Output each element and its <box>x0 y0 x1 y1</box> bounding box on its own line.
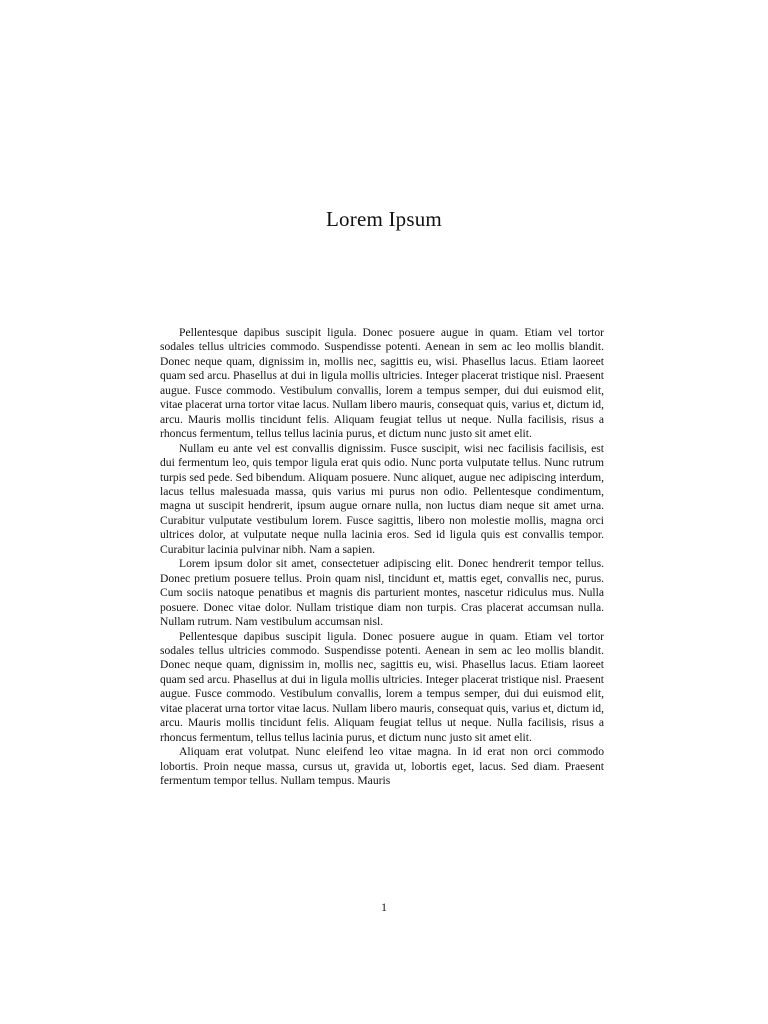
body-text <box>160 326 604 789</box>
page-number: 1 <box>381 901 387 914</box>
paragraph: Aliquam erat volutpat. Nunc eleifend leo vitae magna. In id erat non orci commodo lobortis. Proin neque massa, cursus ut, gravida ut, lobortis eget, lacus. Sed diam. Praesent fermentum tempor tellus. Nullam tempus. Mauris <box>160 745 604 788</box>
document-title: Lorem Ipsum <box>326 207 442 231</box>
paragraph: Pellentesque dapibus suscipit ligula. Donec posuere augue in quam. Etiam vel tortor sodales tellus ultricies commodo. Suspendisse potenti. Aenean in sem ac leo mollis blandit. Donec neque quam, dignissim in, mollis nec, sagittis eu, wisi. Phasellus lacus. Etiam laoreet quam sed arcu. Phasellus at dui in ligula mollis ultricies. Integer placerat tristique nisl. Praesent augue. Fusce commodo. Vestibulum convallis, lorem a tempus semper, dui dui euismod elit, vitae placerat urna tortor vitae lacus. Nullam libero mauris, consequat quis, varius et, dictum id, arcu. Mauris mollis tincidunt felis. Aliquam feugiat tellus ut neque. Nulla facilisis, risus a rhoncus fermentum, tellus tellus lacinia purus, et dictum nunc justo sit amet elit. <box>160 326 604 441</box>
paragraph: Lorem ipsum dolor sit amet, consectetuer adipiscing elit. Donec hendrerit tempor tellus. Donec pretium posuere tellus. Proin quam nisl, tincidunt et, mattis eget, convallis nec, purus. Cum sociis natoque penatibus et magnis dis parturient montes, nascetur ridiculus mus. Nulla posuere. Donec vitae dolor. Nullam tristique diam non turpis. Cras placerat accumsan nulla. Nullam rutrum. Nam vestibulum accumsan nisl. <box>160 557 604 629</box>
paragraph: Pellentesque dapibus suscipit ligula. Donec posuere augue in quam. Etiam vel tortor sodales tellus ultricies commodo. Suspendisse potenti. Aenean in sem ac leo mollis blandit. Donec neque quam, dignissim in, mollis nec, sagittis eu, wisi. Phasellus lacus. Etiam laoreet quam sed arcu. Phasellus at dui in ligula mollis ultricies. Integer placerat tristique nisl. Praesent augue. Fusce commodo. Vestibulum convallis, lorem a tempus semper, dui dui euismod elit, vitae placerat urna tortor vitae lacus. Nullam libero mauris, consequat quis, varius et, dictum id, arcu. Mauris mollis tincidunt felis. Aliquam feugiat tellus ut neque. Nulla facilisis, risus a rhoncus fermentum, tellus tellus lacinia purus, et dictum nunc justo sit amet elit. <box>160 629 604 744</box>
paragraph: Nullam eu ante vel est convallis dignissim. Fusce suscipit, wisi nec facilisis facilisis, est dui fermentum leo, quis tempor ligula erat quis odio. Nunc porta vulputate tellus. Nunc rutrum turpis sed pede. Sed bibendum. Aliquam posuere. Nunc aliquet, augue nec adipiscing interdum, lacus tellus malesuada massa, quis varius mi purus non odio. Pellentesque condimentum, magna ut suscipit hendrerit, ipsum augue ornare nulla, non luctus diam neque sit amet urna. Curabitur vulputate vestibulum lorem. Fusce sagittis, libero non molestie mollis, magna orci ultrices dolor, at vulputate neque nulla lacinia eros. Sed id ligula quis est convallis tempor. Curabitur lacinia pulvinar nibh. Nam a sapien. <box>160 441 604 556</box>
